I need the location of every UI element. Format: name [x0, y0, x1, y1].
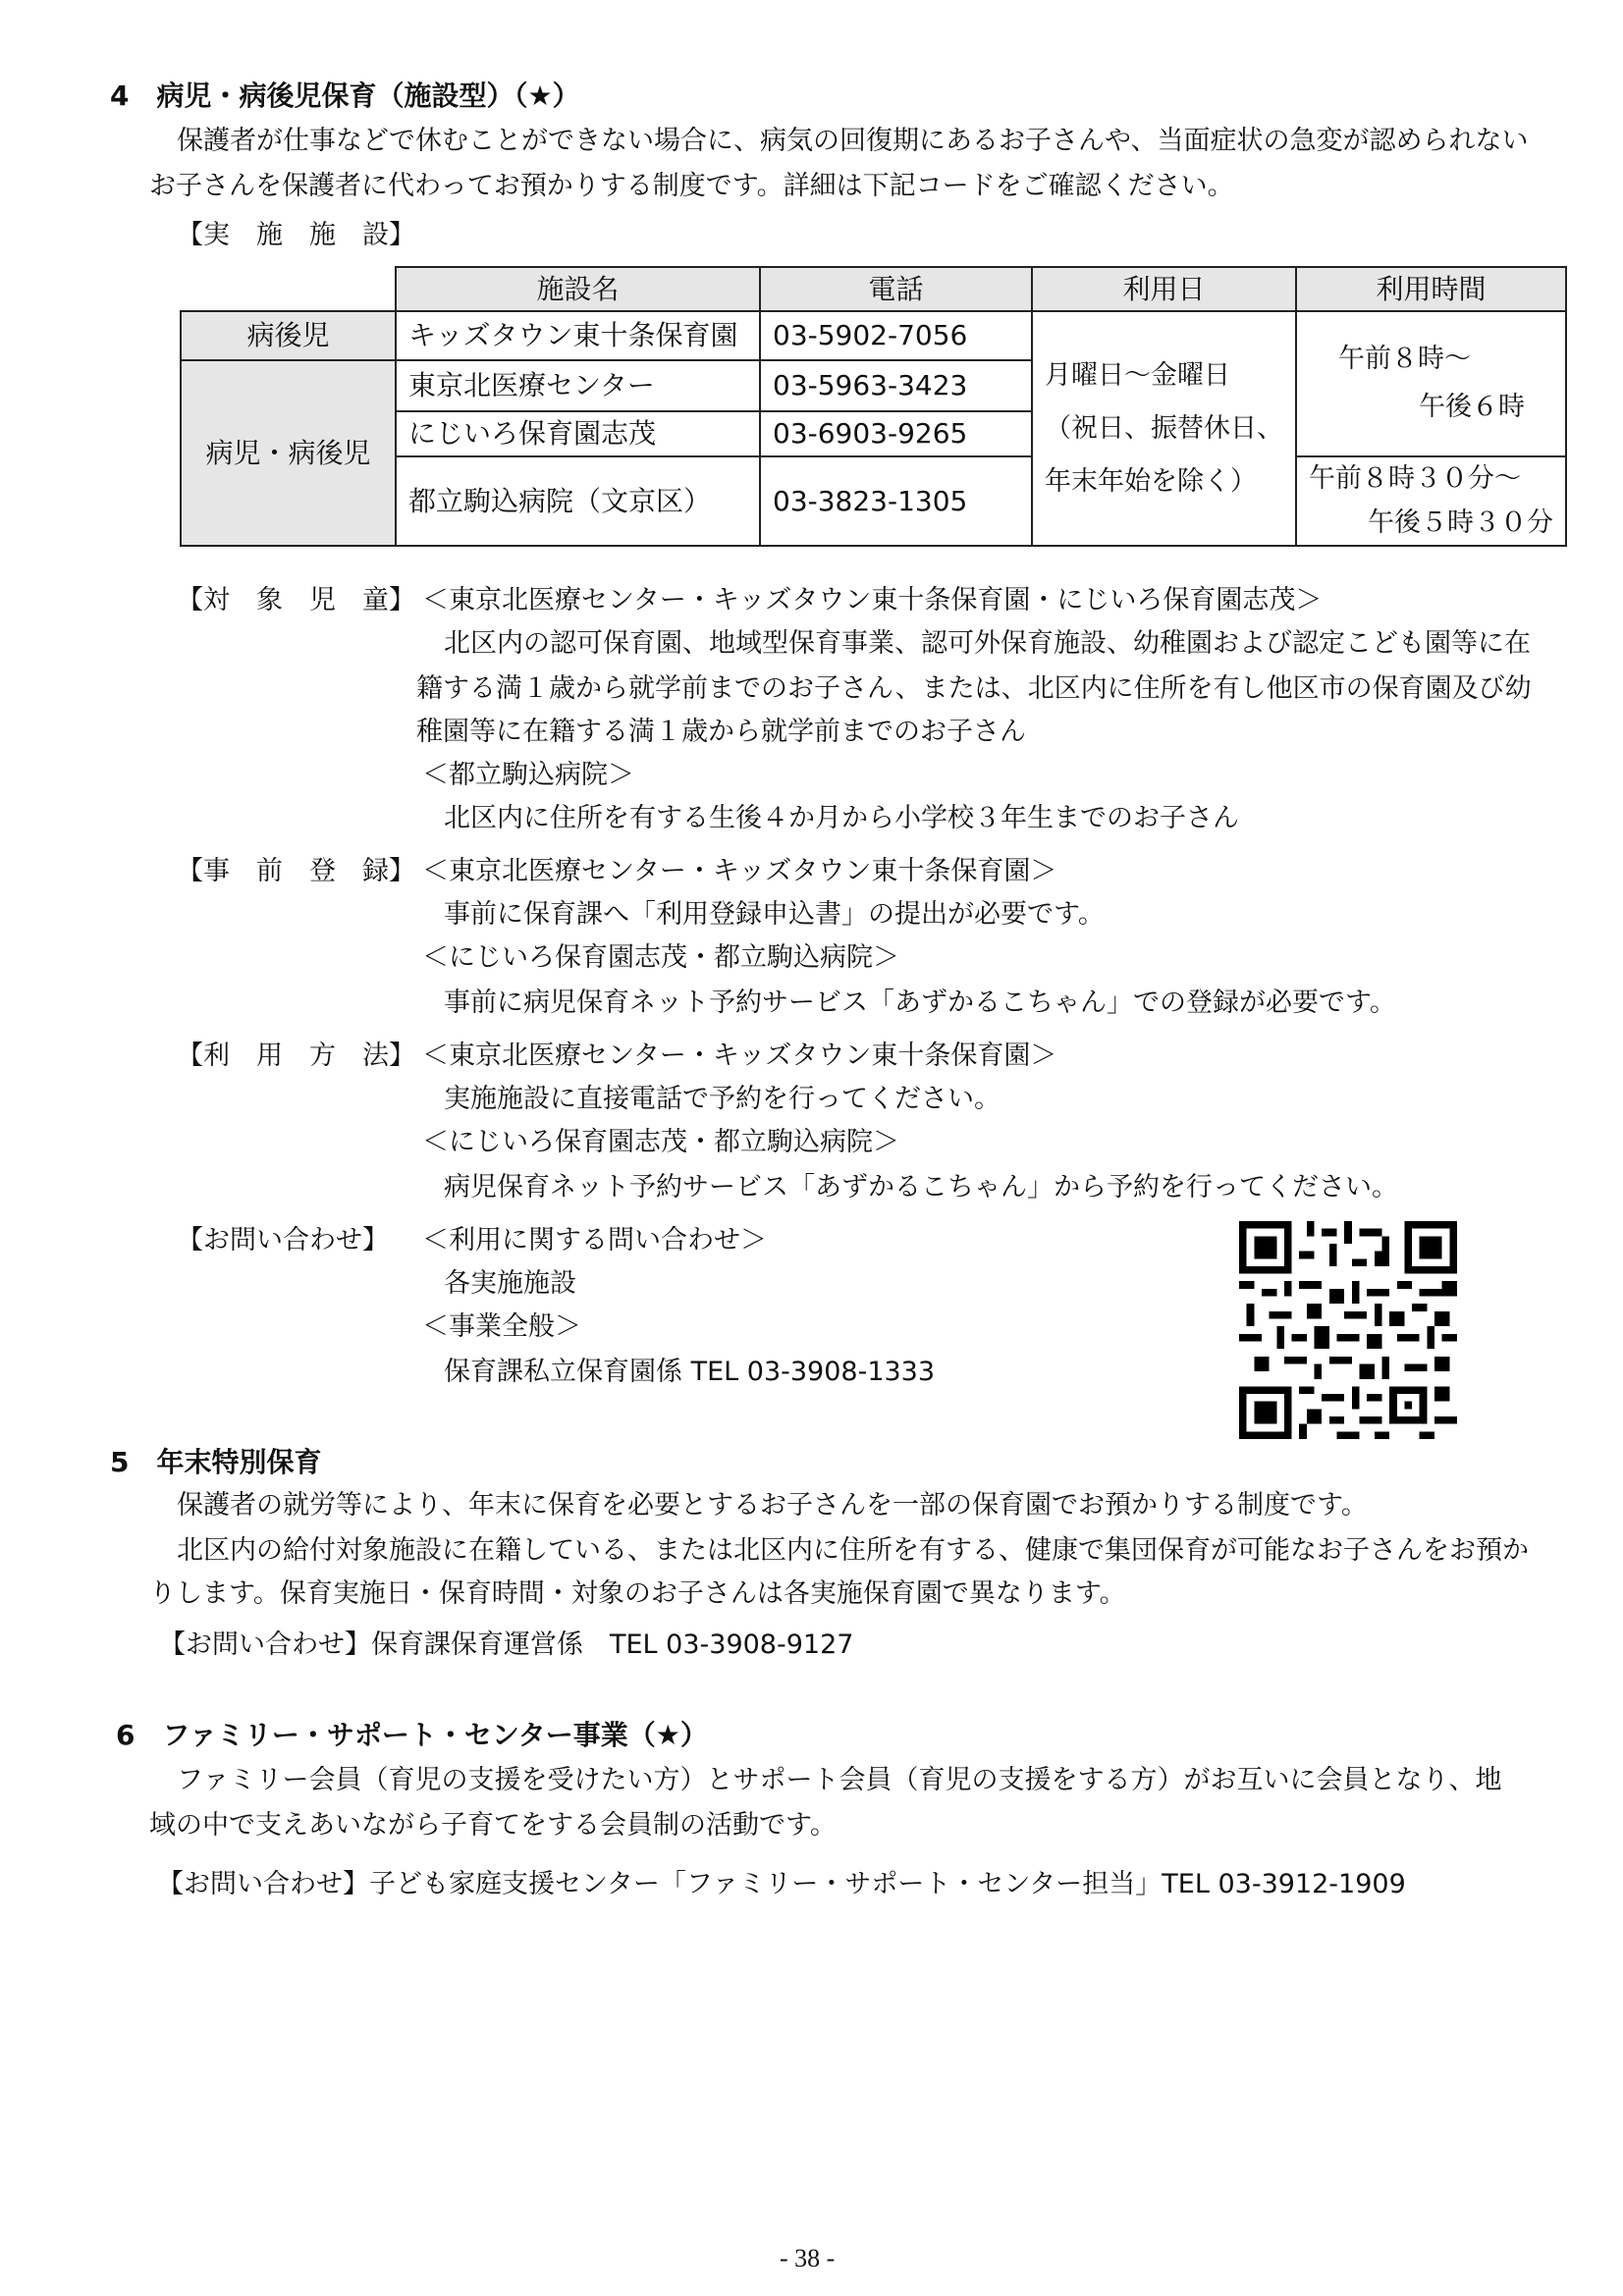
usage-method-label: 【利 用 方 法】 — [177, 1041, 415, 1071]
section-6-inquiry: 【お問い合わせ】子ども家庭支援センター「ファミリー・サポート・センター担当」TEL 03-3912-1909 — [157, 1869, 1406, 1899]
section-5-title: 5 年末特別保育 — [110, 1446, 322, 1478]
header-days: 利用日 — [1032, 267, 1296, 311]
facility-name: にじいろ保育園志茂 — [396, 411, 760, 456]
table-header-row — [181, 267, 1566, 311]
registration-line3: ＜にじいろ保育園志茂・都立駒込病院＞ — [422, 942, 899, 973]
facility-table — [180, 266, 1567, 547]
qr-code[interactable] — [1239, 1221, 1457, 1439]
usage-hours-a-line1: 午前８時～ — [1338, 344, 1471, 375]
facility-name: 東京北医療センター — [396, 360, 760, 411]
facility-phone: 03-5963-3423 — [760, 360, 1032, 411]
table-row — [181, 311, 1566, 360]
facilities-label: 【実 施 施 設】 — [177, 220, 415, 250]
usage-hours-a-line2: 午後６時 — [1419, 392, 1525, 422]
category-post-illness: 病後児 — [181, 311, 396, 360]
section-4-title: 4 病児・病後児保育（施設型）（★） — [110, 80, 580, 112]
facility-phone: 03-6903-9265 — [760, 411, 1032, 456]
target-line4: 稚園等に在籍する満１歳から就学前までのお子さん — [416, 717, 1026, 747]
inquiry-line4: 保育課私立保育園係 TEL 03-3908-1333 — [444, 1357, 936, 1387]
usage-hours-cell-b — [1296, 456, 1566, 546]
usage-days-line1: 月曜日～金曜日 — [1045, 359, 1230, 391]
section-5-para-line1: 保護者の就労等により、年末に保育を必要とするお子さんを一部の保育園でお預かりする制度です。 — [177, 1490, 1368, 1521]
usage-days-line2: （祝日、振替休日、 — [1045, 412, 1283, 444]
usage-method-line2: 実施施設に直接電話で予約を行ってください。 — [444, 1084, 1001, 1114]
target-line2: 北区内の認可保育園、地域型保育事業、認可外保育施設、幼稚園および認定こども園等に在 — [444, 628, 1531, 659]
section-4-para-line1: 保護者が仕事などで休むことができない場合に、病気の回復期にあるお子さんや、当面症状の急変が認められない — [177, 126, 1529, 156]
target-line6: 北区内に住所を有する生後４か月から小学校３年生までのお子さん — [444, 803, 1239, 833]
section-6-para-line1: ファミリー会員（育児の支援を受けたい方）とサポート会員（育児の支援をする方）がお互いに会員となり、地 — [177, 1765, 1502, 1795]
inquiry-label: 【お問い合わせ】 — [177, 1225, 389, 1255]
usage-hours-b-line1: 午前８時３０分～ — [1309, 463, 1521, 494]
page-number: - 38 - — [780, 2244, 836, 2272]
registration-line2: 事前に保育課へ「利用登録申込書」の提出が必要です。 — [444, 899, 1105, 930]
section-5-para-line2: 北区内の給付対象施設に在籍している、または北区内に住所を有する、健康で集団保育が可能なお子さんをお預か — [177, 1535, 1529, 1566]
header-hours: 利用時間 — [1296, 267, 1566, 311]
inquiry-line3: ＜事業全般＞ — [422, 1311, 581, 1342]
facility-name: キッズタウン東十条保育園 — [396, 311, 760, 360]
registration-line4: 事前に病児保育ネット予約サービス「あずかるこちゃん」での登録が必要です。 — [444, 988, 1396, 1018]
registration-label: 【事 前 登 録】 — [177, 856, 415, 886]
target-label: 【対 象 児 童】 — [177, 585, 415, 615]
registration-line1: ＜東京北医療センター・キッズタウン東十条保育園＞ — [422, 856, 1057, 886]
header-facility-name: 施設名 — [396, 267, 760, 311]
section-6-para-line2: 域の中で支えあいながら子育てをする会員制の活動です。 — [149, 1810, 837, 1841]
facility-phone: 03-3823-1305 — [760, 456, 1032, 546]
facility-phone: 03-5902-7056 — [760, 311, 1032, 360]
usage-days-cell — [1032, 311, 1296, 546]
category-sick-post-illness: 病児・病後児 — [181, 360, 396, 546]
target-line3: 籍する満１歳から就学前までのお子さん、または、北区内に住所を有し他区市の保育園及び幼 — [416, 673, 1532, 704]
usage-method-line3: ＜にじいろ保育園志茂・都立駒込病院＞ — [422, 1127, 899, 1157]
usage-method-line1: ＜東京北医療センター・キッズタウン東十条保育園＞ — [422, 1041, 1057, 1071]
inquiry-line1: ＜利用に関する問い合わせ＞ — [422, 1225, 767, 1255]
header-phone: 電話 — [760, 267, 1032, 311]
target-line5: ＜都立駒込病院＞ — [422, 760, 634, 790]
usage-days-line3: 年末年始を除く） — [1045, 465, 1257, 497]
usage-hours-b-line2: 午後５時３０分 — [1368, 507, 1553, 538]
facility-name: 都立駒込病院（文京区） — [396, 456, 760, 546]
section-4-para-line2: お子さんを保護者に代わってお預かりする制度です。詳細は下記コードをご確認ください。 — [149, 171, 1234, 201]
section-5-inquiry: 【お問い合わせ】保育課保育運営係 TEL 03-3908-9127 — [159, 1629, 854, 1660]
inquiry-line2: 各実施施設 — [444, 1268, 576, 1299]
section-6-title: 6 ファミリー・サポート・センター事業（★） — [116, 1719, 708, 1751]
target-line1: ＜東京北医療センター・キッズタウン東十条保育園・にじいろ保育園志茂＞ — [422, 585, 1323, 615]
usage-hours-cell-a — [1296, 311, 1566, 456]
section-5-para-line3: りします。保育実施日・保育時間・対象のお子さんは各実施保育園で異なります。 — [149, 1578, 1126, 1609]
usage-method-line4: 病児保育ネット予約サービス「あずかるこちゃん」から予約を行ってください。 — [444, 1172, 1398, 1202]
